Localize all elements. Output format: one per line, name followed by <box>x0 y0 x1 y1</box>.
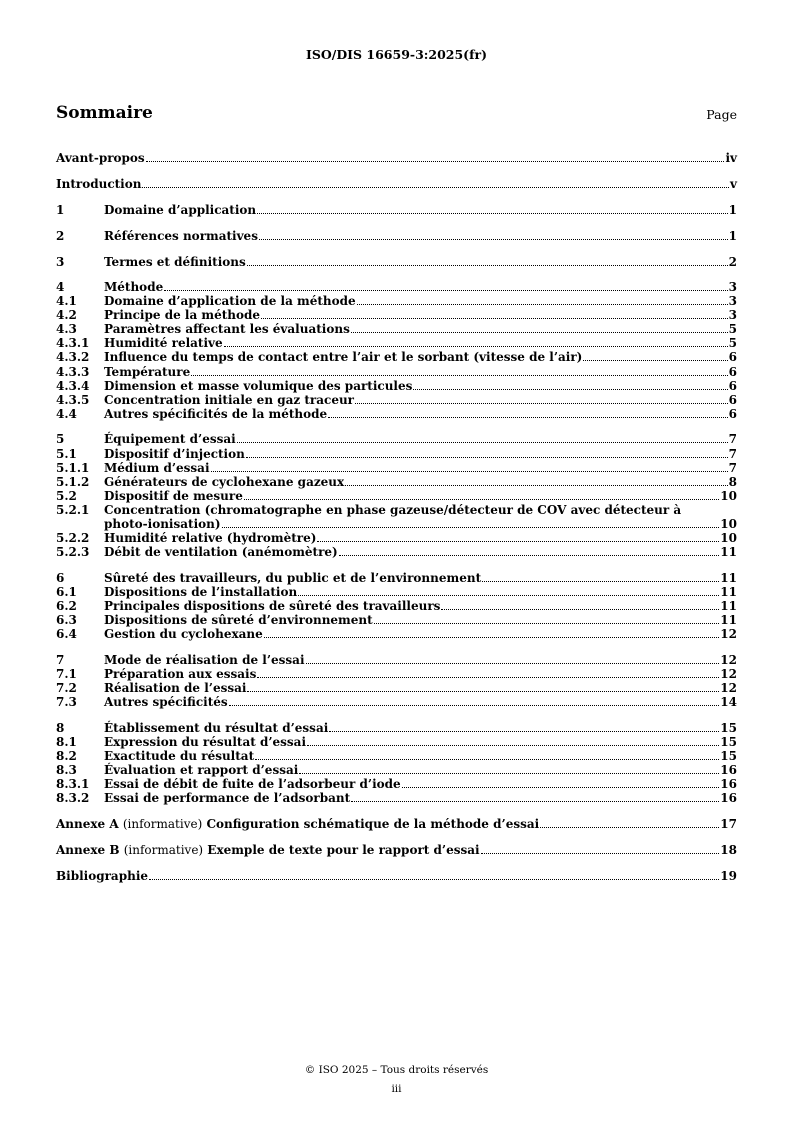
toc-entry[interactable] <box>56 735 737 749</box>
toc-entry-number: 6.1 <box>56 585 77 599</box>
toc-entry-page: 10 <box>720 517 737 531</box>
dot-leader <box>357 304 728 305</box>
toc-entry-page: 6 <box>728 379 737 393</box>
toc-entry[interactable] <box>56 280 737 294</box>
toc-entry-annex-a[interactable] <box>56 817 737 831</box>
toc-entry[interactable] <box>56 571 737 585</box>
toc-entry-page: 15 <box>720 749 737 763</box>
toc-entry-number: 4.3.3 <box>56 365 90 379</box>
toc-entry-number: 7.2 <box>56 681 77 695</box>
toc-entry[interactable] <box>56 585 737 599</box>
annex-prefix: Annexe B <box>56 843 120 857</box>
toc-entry-number: 8.3.2 <box>56 791 90 805</box>
dot-leader <box>255 759 719 760</box>
toc-entry-page: 7 <box>728 447 737 461</box>
toc-entry[interactable] <box>56 667 737 681</box>
toc-entry-page: 12 <box>720 627 737 641</box>
toc-entry-line2[interactable] <box>56 517 737 531</box>
toc-entry-page: 6 <box>728 365 737 379</box>
toc-title: Sommaire <box>56 103 153 123</box>
toc-entry[interactable] <box>56 294 737 308</box>
toc-entry-number: 5.2.1 <box>56 503 90 517</box>
toc-entry-number: 4.2 <box>56 308 77 322</box>
dot-leader <box>583 360 727 361</box>
toc-entry-page: 14 <box>720 695 737 709</box>
toc-entry-page: 6 <box>728 407 737 421</box>
toc-entry[interactable] <box>56 695 737 709</box>
toc-entry-title: Réalisation de l’essai <box>104 681 247 695</box>
toc-entry-page: 11 <box>720 599 737 613</box>
toc-entry-title: Domaine d’application <box>104 203 257 217</box>
toc-entry[interactable] <box>56 721 737 735</box>
toc-entry-number: 8.2 <box>56 749 77 763</box>
toc-entry-number: 7.3 <box>56 695 77 709</box>
toc-entry-number: 5.2.3 <box>56 545 90 559</box>
toc-entry-title: Avant-propos <box>56 151 145 165</box>
toc-entry-number: 4 <box>56 280 65 294</box>
dot-leader <box>257 677 719 678</box>
footer-copyright: © ISO 2025 – Tous droits réservés <box>304 1064 489 1076</box>
toc-entry[interactable] <box>56 336 737 350</box>
toc-entry-introduction[interactable] <box>56 177 737 191</box>
toc-entry-title: Autres spécificités de la méthode <box>104 407 328 421</box>
dot-leader <box>482 581 719 582</box>
toc-entry-title-continued: photo-ionisation) <box>104 517 221 531</box>
dot-leader <box>328 417 727 418</box>
toc-entry-title: Influence du temps de contact entre l’air et le sorbant (vitesse de l’air) <box>104 350 583 364</box>
toc-entry-title: Paramètres affectant les évaluations <box>104 322 350 336</box>
toc-entry-title: Bibliographie <box>56 869 149 883</box>
toc-entry-number: 4.3.1 <box>56 336 90 350</box>
toc-entry-title: Dispositions de l’installation <box>104 585 298 599</box>
toc-entry-title: Exactitude du résultat <box>104 749 255 763</box>
dot-leader <box>351 801 719 802</box>
toc-entry-number: 5.1 <box>56 447 77 461</box>
toc-entry-number: 4.3.5 <box>56 393 90 407</box>
toc-entry-title: Débit de ventilation (anémomètre) <box>104 545 338 559</box>
toc-entry-page: 16 <box>720 763 737 777</box>
toc-entry-title: Dimension et masse volumique des particules <box>104 379 413 393</box>
toc-entry-title: Établissement du résultat d’essai <box>104 721 329 735</box>
toc-entry-page: 1 <box>728 203 737 217</box>
toc-entry-number: 4.3.4 <box>56 379 90 393</box>
toc-entry-title: Sûreté des travailleurs, du public et de l’environnement <box>104 571 482 585</box>
dot-leader <box>164 290 727 291</box>
toc-entry-number: 8.1 <box>56 735 77 749</box>
toc-entry[interactable] <box>56 599 737 613</box>
toc-entry-number: 6.3 <box>56 613 77 627</box>
toc-entry[interactable] <box>56 350 737 364</box>
toc-entry-number: 4.1 <box>56 294 77 308</box>
toc-entry-page: v <box>730 177 737 191</box>
dot-leader <box>142 187 729 188</box>
toc-entry-page: 11 <box>720 545 737 559</box>
toc-entry-annex-b[interactable] <box>56 843 737 857</box>
toc-entry-number: 3 <box>56 255 65 269</box>
toc-entry-title: Exemple de texte pour le rapport d’essai <box>207 843 480 857</box>
toc-entry[interactable] <box>56 749 737 763</box>
toc-entry[interactable] <box>56 203 737 217</box>
dot-leader <box>247 691 719 692</box>
document-header: ISO/DIS 16659-3:2025(fr) <box>306 47 487 62</box>
toc-entry-title: Dispositions de sûreté d’environnement <box>104 613 373 627</box>
toc-entry-page: 12 <box>720 667 737 681</box>
toc-entry-title: Configuration schématique de la méthode d’essai <box>206 817 540 831</box>
toc-entry-title: Évaluation et rapport d’essai <box>104 763 299 777</box>
toc-entry[interactable] <box>56 308 737 322</box>
toc-entry[interactable] <box>56 627 737 641</box>
toc-entry-title: Médium d’essai <box>104 461 210 475</box>
dot-leader <box>261 318 728 319</box>
dot-leader <box>149 879 719 880</box>
dot-leader <box>224 346 728 347</box>
toc-entry[interactable] <box>56 447 737 461</box>
toc-entry-page: 8 <box>728 475 737 489</box>
toc-entry-bibliographie[interactable] <box>56 869 737 883</box>
toc-entry-page: 7 <box>728 461 737 475</box>
toc-entry-page: 5 <box>728 322 737 336</box>
dot-leader <box>355 403 728 404</box>
toc-entry-page: 11 <box>720 571 737 585</box>
dot-leader <box>306 663 720 664</box>
toc-entry-page: 3 <box>728 294 737 308</box>
footer-page-number: iii <box>391 1083 402 1095</box>
dot-leader <box>247 265 728 266</box>
toc-entry-page: 10 <box>720 531 737 545</box>
toc-entry[interactable] <box>56 255 737 269</box>
dot-leader <box>298 595 719 596</box>
toc-entry-page: 6 <box>728 350 737 364</box>
toc-entry[interactable] <box>56 379 737 393</box>
toc-entry-title: Principe de la méthode <box>104 308 261 322</box>
toc-entry-page: 16 <box>720 791 737 805</box>
toc-entry[interactable] <box>56 531 737 545</box>
toc-entry-title: Température <box>104 365 191 379</box>
toc-entry[interactable] <box>56 322 737 336</box>
toc-entry-number: 8 <box>56 721 65 735</box>
toc-entry-number: 8.3 <box>56 763 77 777</box>
toc-entry-title: Termes et définitions <box>104 255 246 269</box>
dot-leader <box>259 239 728 240</box>
toc-entry[interactable] <box>56 763 737 777</box>
toc-entry-title: Gestion du cyclohexane <box>104 627 263 641</box>
dot-leader <box>264 637 720 638</box>
dot-leader <box>374 623 720 624</box>
dot-leader <box>307 745 719 746</box>
dot-leader <box>257 213 728 214</box>
toc-entry-title: Principales dispositions de sûreté des travailleurs <box>104 599 441 613</box>
toc-entry-title: Références normatives <box>104 229 258 243</box>
toc-entry-number: 8.3.1 <box>56 777 90 791</box>
toc-entry-title: Humidité relative (hydromètre) <box>104 531 317 545</box>
annex-prefix: Annexe A <box>56 817 119 831</box>
toc-entry[interactable] <box>56 489 737 503</box>
toc-entry[interactable] <box>56 475 737 489</box>
toc-entry-page: 12 <box>720 681 737 695</box>
toc-entry-page: 3 <box>728 280 737 294</box>
dot-leader <box>339 555 720 556</box>
dot-leader <box>317 541 719 542</box>
toc-entry[interactable] <box>56 777 737 791</box>
toc-entry-number: 6 <box>56 571 65 585</box>
dot-leader <box>441 609 719 610</box>
toc-entry-number: 5 <box>56 432 65 446</box>
toc-entry-title: Mode de réalisation de l’essai <box>104 653 305 667</box>
toc-entry[interactable] <box>56 432 737 446</box>
toc-entry-title: Concentration (chromatographe en phase gazeuse/détecteur de COV avec détecteur à <box>104 503 682 517</box>
toc-entry-page: 17 <box>720 817 737 831</box>
toc-entry-page: 1 <box>728 229 737 243</box>
dot-leader <box>345 485 727 486</box>
dot-leader <box>351 332 728 333</box>
toc-entry-page: 11 <box>720 585 737 599</box>
toc-entry-page: 2 <box>728 255 737 269</box>
toc-entry[interactable] <box>56 461 737 475</box>
toc-entry-title: Préparation aux essais <box>104 667 257 681</box>
toc-entry-number: 5.1.2 <box>56 475 90 489</box>
toc-entry-number: 7.1 <box>56 667 77 681</box>
toc-entry-page: 15 <box>720 721 737 735</box>
toc-entry-title: Autres spécificités <box>104 695 228 709</box>
toc-entry-page: 15 <box>720 735 737 749</box>
toc-entry-page: 10 <box>720 489 737 503</box>
toc-entry-title: Humidité relative <box>104 336 223 350</box>
toc-entry-avant-propos[interactable] <box>56 151 737 165</box>
toc-entry-page: 7 <box>728 432 737 446</box>
toc-entry[interactable] <box>56 613 737 627</box>
toc-entry-line1[interactable] <box>56 503 737 517</box>
dot-leader <box>246 457 728 458</box>
dot-leader <box>413 389 727 390</box>
toc-entry-number: 5.2.2 <box>56 531 90 545</box>
toc-entry-title: Domaine d’application de la méthode <box>104 294 356 308</box>
dot-leader <box>191 375 727 376</box>
toc-entry-title: Concentration initiale en gaz traceur <box>104 393 355 407</box>
annex-qualifier: (informative) <box>122 817 203 831</box>
toc-entry-number: 1 <box>56 203 65 217</box>
toc-entry-page: 16 <box>720 777 737 791</box>
toc-entry-title: Dispositif de mesure <box>104 489 243 503</box>
dot-leader <box>146 161 725 162</box>
dot-leader <box>222 527 720 528</box>
toc-entry[interactable] <box>56 791 737 805</box>
toc-entry-title: Générateurs de cyclohexane gazeux <box>104 475 345 489</box>
toc-entry-number: 6.4 <box>56 627 77 641</box>
toc-entry[interactable] <box>56 681 737 695</box>
toc-entry-number: 4.4 <box>56 407 77 421</box>
toc-entry-number: 5.1.1 <box>56 461 90 475</box>
dot-leader <box>244 499 719 500</box>
toc-entry-page: 18 <box>720 843 737 857</box>
toc-entry-page: 6 <box>728 393 737 407</box>
toc-entry-title: Dispositif d’injection <box>104 447 245 461</box>
dot-leader <box>540 827 719 828</box>
toc-entry[interactable] <box>56 365 737 379</box>
toc-entry-title: Expression du résultat d’essai <box>104 735 307 749</box>
toc-entry-number: 7 <box>56 653 65 667</box>
dot-leader <box>329 731 719 732</box>
dot-leader <box>237 442 728 443</box>
page-column-label: Page <box>706 107 737 122</box>
toc-entry-page: 5 <box>728 336 737 350</box>
toc-entry-page: iv <box>725 151 737 165</box>
dot-leader <box>229 705 720 706</box>
dot-leader <box>211 471 728 472</box>
toc-entry-number: 4.3 <box>56 322 77 336</box>
toc-entry[interactable] <box>56 229 737 243</box>
toc-entry-title: Essai de performance de l’adsorbant <box>104 791 351 805</box>
toc-entry-page: 12 <box>720 653 737 667</box>
dot-leader <box>402 787 720 788</box>
toc-entry-page: 3 <box>728 308 737 322</box>
toc-entry-title: Essai de débit de fuite de l’adsorbeur d’iode <box>104 777 401 791</box>
dot-leader <box>481 853 720 854</box>
toc-entry[interactable] <box>56 545 737 559</box>
dot-leader <box>299 773 719 774</box>
annex-qualifier: (informative) <box>123 843 204 857</box>
toc-entry-number: 5.2 <box>56 489 77 503</box>
toc-entry-page: 11 <box>720 613 737 627</box>
toc-entry[interactable] <box>56 653 737 667</box>
toc-entry-number: 4.3.2 <box>56 350 90 364</box>
toc-entry-title: Introduction <box>56 177 142 191</box>
toc-entry-number: 6.2 <box>56 599 77 613</box>
toc-entry[interactable] <box>56 393 737 407</box>
toc-entry-title: Équipement d’essai <box>104 432 236 446</box>
toc-entry-number: 2 <box>56 229 65 243</box>
toc-entry-page: 19 <box>720 869 737 883</box>
toc-entry-title: Méthode <box>104 280 164 294</box>
toc-entry[interactable] <box>56 407 737 421</box>
